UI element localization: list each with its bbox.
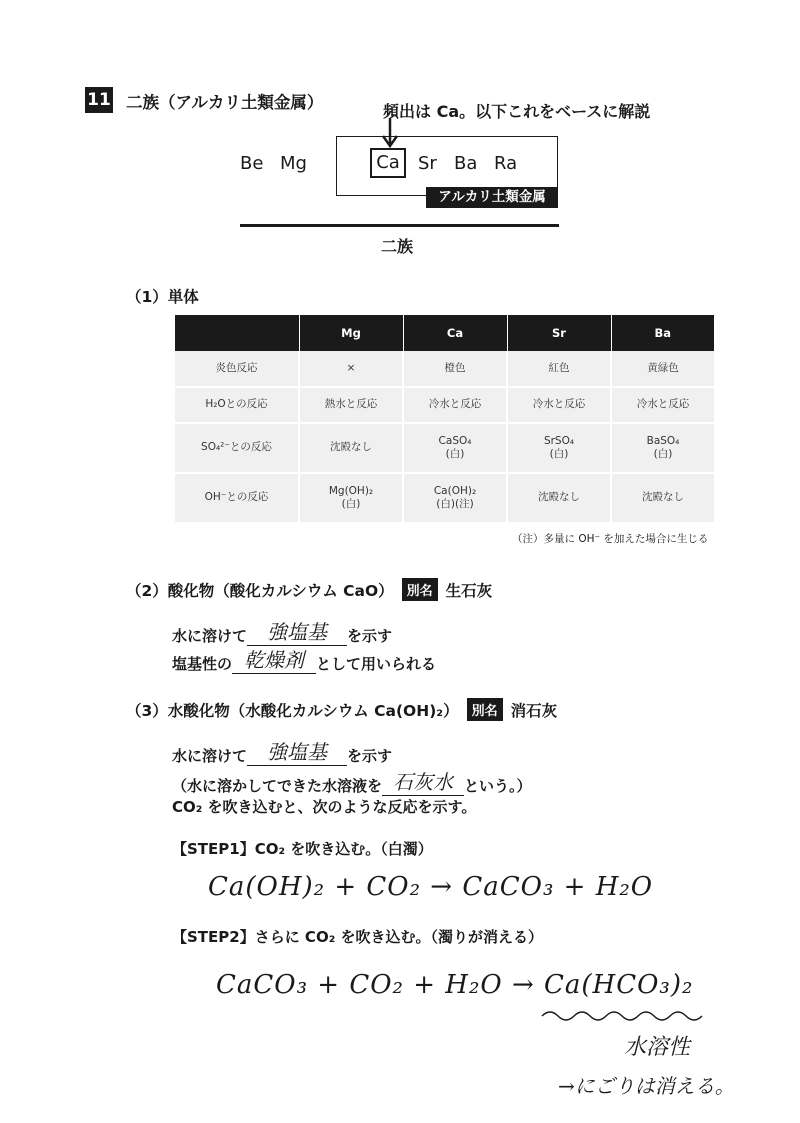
group-label: 二族 <box>381 237 414 256</box>
table-row <box>175 387 714 423</box>
properties-table <box>175 315 714 524</box>
table-cell: H₂Oとの反応 <box>175 387 299 423</box>
table-cell: CaSO₄ (白) <box>403 423 507 473</box>
step2-equation: CaCO₃ + CO₂ + H₂O → Ca(HCO₃)₂ <box>216 970 694 1000</box>
element-ca-highlight: Ca <box>370 148 406 178</box>
table-cell: × <box>299 351 403 387</box>
table-row <box>175 473 714 523</box>
alias-tag: 別名 <box>402 578 438 601</box>
table-cell: 熱水と反応 <box>299 387 403 423</box>
section2-alias: 生石灰 <box>445 581 493 600</box>
element-be: Be <box>240 153 264 174</box>
s3-line1-after: を示す <box>347 747 393 765</box>
wavy-underline <box>540 1008 710 1024</box>
table-cell: 沈殿なし <box>507 473 611 523</box>
section1-heading: （1）単体 <box>126 288 199 306</box>
frequent-note: 頻出は Ca。以下これをベースに解説 <box>383 102 651 121</box>
table-cell: SrSO₄ (白) <box>507 423 611 473</box>
section3-heading: （3）水酸化物（水酸化カルシウム Ca(OH)₂） <box>126 701 459 720</box>
table-cell: 黄緑色 <box>611 351 714 387</box>
table-cell: 紅色 <box>507 351 611 387</box>
element-ra: Ra <box>494 153 518 174</box>
s2-answer1: 強塩基 <box>247 616 347 646</box>
table-cell: OH⁻との反応 <box>175 473 299 523</box>
s3-line3: CO₂ を吹き込むと、次のような反応を示す。 <box>172 798 477 816</box>
table-cell: 冷水と反応 <box>507 387 611 423</box>
alkaline-earth-label: アルカリ土類金属 <box>426 187 558 208</box>
final-note: →にごりは消える。 <box>558 1074 735 1098</box>
s2-line2-before: 塩基性の <box>172 655 233 673</box>
section-number-badge: 11 <box>85 87 113 113</box>
table-cell: 沈殿なし <box>611 473 714 523</box>
table-row <box>175 423 714 473</box>
page-title: 二族（アルカリ土類金属） <box>126 93 324 112</box>
table-cell: 冷水と反応 <box>611 387 714 423</box>
s3-line1-before: 水に溶けて <box>172 747 248 765</box>
table-row <box>175 351 714 387</box>
element-mg: Mg <box>280 153 307 174</box>
s3-answer2: 石灰水 <box>382 766 464 796</box>
table-header: Mg <box>299 315 403 351</box>
table-cell: 橙色 <box>403 351 507 387</box>
table-cell: Ca(OH)₂ (白)(注) <box>403 473 507 523</box>
step1-label: 【STEP1】CO₂ を吹き込む。（白濁） <box>172 840 433 858</box>
section3-alias: 消石灰 <box>510 701 558 720</box>
table-cell: 炎色反応 <box>175 351 299 387</box>
table-cell: 沈殿なし <box>299 423 403 473</box>
table-header: Ca <box>403 315 507 351</box>
s2-line1-before: 水に溶けて <box>172 627 248 645</box>
table-header: Sr <box>507 315 611 351</box>
table-cell: 冷水と反応 <box>403 387 507 423</box>
element-sr: Sr <box>418 153 437 174</box>
table-footnote: （注）多量に OH⁻ を加えた場合に生じる <box>512 533 709 545</box>
table-cell: SO₄²⁻との反応 <box>175 423 299 473</box>
step2-label: 【STEP2】さらに CO₂ を吹き込む。（濁りが消える） <box>172 928 543 946</box>
table-cell: Mg(OH)₂ (白) <box>299 473 403 523</box>
alias-tag: 別名 <box>467 698 503 721</box>
s3-line2-before: （水に溶かしてできた水溶液を <box>172 777 383 795</box>
table-cell: BaSO₄ (白) <box>611 423 714 473</box>
s3-line2-after: という。） <box>464 777 532 795</box>
element-ba: Ba <box>454 153 478 174</box>
table-header <box>175 315 299 351</box>
soluble-note: 水溶性 <box>624 1035 691 1060</box>
s3-answer1: 強塩基 <box>247 736 347 766</box>
s2-line2-after: として用いられる <box>316 655 437 673</box>
table-header-row <box>175 315 714 351</box>
s2-line1-after: を示す <box>347 627 393 645</box>
s2-answer2: 乾燥剤 <box>232 644 316 674</box>
table-header: Ba <box>611 315 714 351</box>
step1-equation: Ca(OH)₂ + CO₂ → CaCO₃ + H₂O <box>208 872 654 902</box>
section2-heading: （2）酸化物（酸化カルシウム CaO） <box>126 581 394 600</box>
group-divider <box>240 224 559 227</box>
